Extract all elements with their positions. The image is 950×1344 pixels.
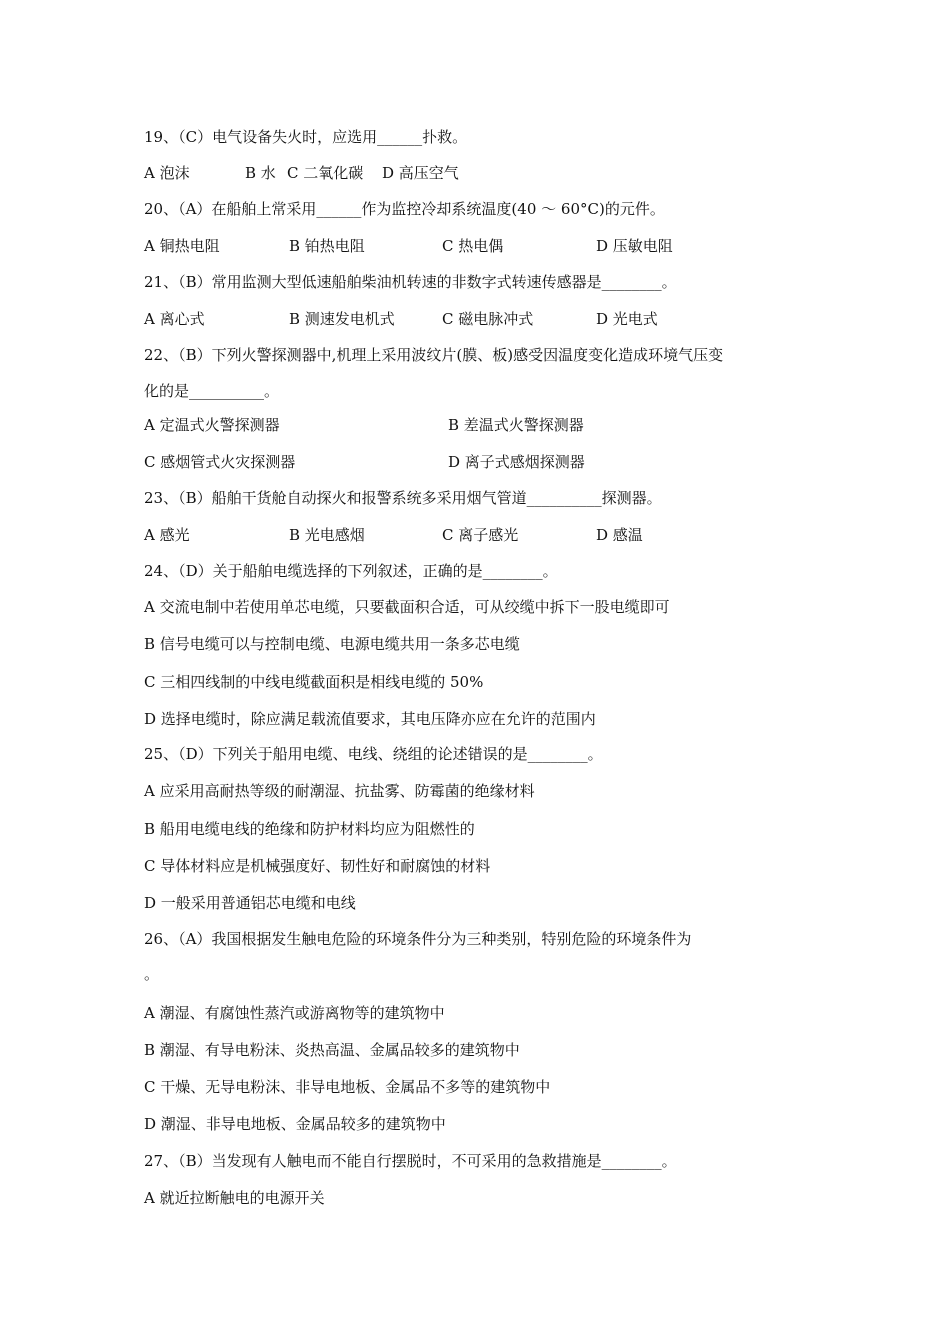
question-20-options xyxy=(144,236,824,256)
question-24-option-d: D 选择电缆时，除应满足载流值要求，其电压降亦应在允许的范围内 xyxy=(144,710,596,728)
question-19-option-b: B 水 xyxy=(245,164,276,182)
question-22-options-row-2 xyxy=(144,452,824,472)
question-21-option-d: D 光电式 xyxy=(596,310,658,328)
question-26-option-b: B 潮湿、有导电粉沫、炎热高温、金属品较多的建筑物中 xyxy=(144,1041,520,1059)
question-24-stem: 24、（D）关于船舶电缆选择的下列叙述，正确的是________。 xyxy=(144,562,558,580)
question-19-option-c: C 二氧化碳 xyxy=(287,164,364,182)
question-23-option-a: A 感光 xyxy=(144,526,190,544)
question-23-option-b: B 光电感烟 xyxy=(289,526,365,544)
question-22-option-a: A 定温式火警探测器 xyxy=(144,416,280,434)
question-22-stem-line-2: 化的是__________。 xyxy=(144,382,280,400)
question-24-option-c: C 三相四线制的中线电缆截面积是相线电缆的 50% xyxy=(144,673,484,691)
question-23-option-c: C 离子感光 xyxy=(442,526,519,544)
question-22-option-d: D 离子式感烟探测器 xyxy=(448,453,585,471)
question-27-option-a: A 就近拉断触电的电源开关 xyxy=(144,1189,325,1207)
question-22-option-b: B 差温式火警探测器 xyxy=(448,416,584,434)
question-25-option-b: B 船用电缆电线的绝缘和防护材料均应为阻燃性的 xyxy=(144,820,475,838)
question-20-option-c: C 热电偶 xyxy=(442,237,504,255)
question-19-option-d: D 高压空气 xyxy=(382,164,459,182)
question-20-option-a: A 铜热电阻 xyxy=(144,237,220,255)
question-22-option-c: C 感烟管式火灾探测器 xyxy=(144,453,296,471)
question-21-stem: 21、（B）常用监测大型低速船舶柴油机转速的非数字式转速传感器是________。 xyxy=(144,273,677,291)
question-24-option-a: A 交流电制中若使用单芯电缆，只要截面积合适，可从绞缆中拆下一股电缆即可 xyxy=(144,598,670,616)
question-25-option-a: A 应采用高耐热等级的耐潮湿、抗盐雾、防霉菌的绝缘材料 xyxy=(144,782,535,800)
question-19-stem: 19、（C）电气设备失火时，应选用______扑救。 xyxy=(144,128,468,146)
question-22-options-row-1 xyxy=(144,415,824,435)
question-25-option-c: C 导体材料应是机械强度好、韧性好和耐腐蚀的材料 xyxy=(144,857,491,875)
question-24-option-b: B 信号电缆可以与控制电缆、电源电缆共用一条多芯电缆 xyxy=(144,635,520,653)
question-22-stem-line-1: 22、（B）下列火警探测器中,机理上采用波纹片(膜、板)感受因温度变化造成环境气压变 xyxy=(144,346,724,364)
question-20-stem: 20、（A）在船舶上常采用______作为监控冷却系统温度(40 ～ 60°C)的元件。 xyxy=(144,200,665,218)
question-26-option-a: A 潮湿、有腐蚀性蒸汽或游离物等的建筑物中 xyxy=(144,1004,445,1022)
question-26-option-c: C 干燥、无导电粉沫、非导电地板、金属品不多等的建筑物中 xyxy=(144,1078,551,1096)
question-26-stem-line-2: 。 xyxy=(144,965,160,983)
question-21-options xyxy=(144,309,824,329)
question-20-option-b: B 铂热电阻 xyxy=(289,237,365,255)
question-23-option-d: D 感温 xyxy=(596,526,643,544)
question-19-options xyxy=(144,163,824,183)
question-21-option-a: A 离心式 xyxy=(144,310,205,328)
question-26-option-d: D 潮湿、非导电地板、金属品较多的建筑物中 xyxy=(144,1115,446,1133)
question-20-option-d: D 压敏电阻 xyxy=(596,237,673,255)
question-23-stem: 23、（B）船舶干货舱自动探火和报警系统多采用烟气管道__________探测器。 xyxy=(144,489,662,507)
question-23-options xyxy=(144,525,824,545)
question-27-stem: 27、（B）当发现有人触电而不能自行摆脱时，不可采用的急救措施是________。 xyxy=(144,1152,677,1170)
question-21-option-c: C 磁电脉冲式 xyxy=(442,310,534,328)
question-25-stem: 25、（D）下列关于船用电缆、电线、绕组的论述错误的是________。 xyxy=(144,745,603,763)
question-21-option-b: B 测速发电机式 xyxy=(289,310,395,328)
question-25-option-d: D 一般采用普通铝芯电缆和电线 xyxy=(144,894,356,912)
question-26-stem-line-1: 26、（A）我国根据发生触电危险的环境条件分为三种类别，特别危险的环境条件为 xyxy=(144,930,692,948)
question-19-option-a: A 泡沫 xyxy=(144,164,190,182)
